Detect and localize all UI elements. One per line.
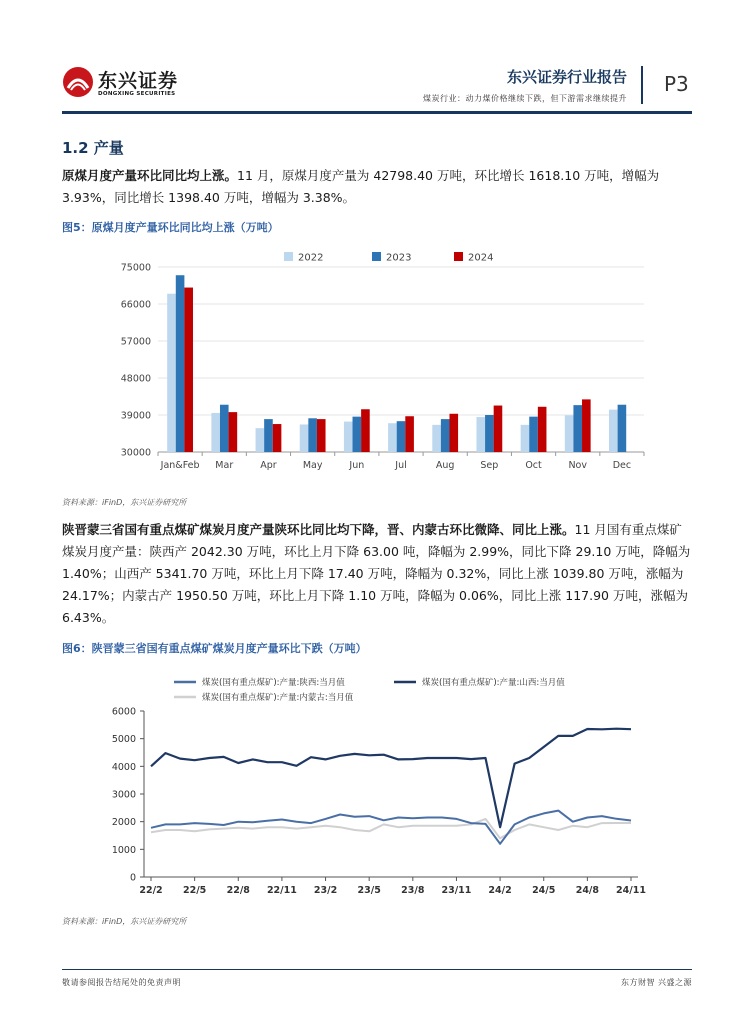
bar-2023-Mar [220,405,229,452]
legend-swatch-2023 [372,252,381,261]
legend-label-0: 煤炭(国有重点煤矿):产量:陕西:当月值 [202,678,345,688]
bar-2024-Jun [361,409,370,452]
bar-2022-Nov [565,415,574,452]
bar-2022-Mar [211,413,220,452]
x-tick-label: May [302,460,323,471]
bar-2022-Oct [521,425,530,452]
y-tick-label: 30000 [120,447,151,459]
bar-2024-May [317,419,326,452]
bar-2023-Jun [353,417,362,452]
y-tick-label: 0 [129,872,136,884]
figure6-title: 图6：陕晋蒙三省国有重点煤矿煤炭月度产量环比下跌（万吨） [62,642,367,655]
paragraph-provinces-body: 11 月国有重点煤矿煤炭月度产量：陕西产 2042.30 万吨，环比上月下降 63.00 吨，降幅为 2.99%，同比下降 29.10 万吨，降幅为 1.40%；山西产 5341.70 万吨，环比上月下降 17.40 万吨，降幅为 0.32%，同比上涨 1039.80 万吨，涨幅为 24.17%；内蒙古产 1950.50 万吨，环比上月下降 1.10 万吨，降幅为 0.06%，同比上涨 117.90 万吨，涨幅为 6.43%。 [62,522,691,625]
y-tick-label: 48000 [120,373,151,385]
bar-2023-Nov [573,405,582,452]
bar-2022-Apr [256,428,265,452]
footer-slogan: 东方财智 兴盛之源 [620,978,692,987]
x-tick-label: Mar [215,460,234,471]
section-title: 1.2 产量 [62,139,124,157]
y-tick-label: 66000 [120,299,151,311]
y-tick-label: 4000 [111,761,136,773]
bar-2023-Oct [529,417,538,452]
report-title: 东兴证券行业报告 [506,68,627,86]
x-tick-label: 24/2 [488,885,512,896]
bar-2022-Dec [609,410,618,452]
y-tick-label: 2000 [111,817,136,829]
y-tick-label: 5000 [111,734,136,746]
legend-swatch-2024 [454,252,463,261]
line-series-0 [151,811,631,844]
figure5-source: 资料来源：iFinD，东兴证券研究所 [62,498,187,507]
y-tick-label: 1000 [111,844,136,856]
paragraph-provinces [62,519,694,629]
logo-text-cn: 东兴证券 [98,70,179,92]
y-tick-label: 75000 [120,262,151,274]
legend-label-2022: 2022 [298,252,324,264]
x-tick-label: Nov [568,460,588,471]
legend-label-1: 煤炭(国有重点煤矿):产量:山西:当月值 [422,678,565,688]
x-tick-label: 23/2 [313,885,338,896]
x-tick-label: 22/8 [226,885,250,896]
x-tick-label: 24/5 [532,885,556,896]
x-tick-label: Sep [480,460,499,471]
bar-2024-Apr [273,424,282,452]
bar-2023-Jul [397,421,406,452]
bar-2024-Sep [494,406,503,452]
figure6-line-chart [62,660,694,900]
bar-2022-Jul [388,423,397,452]
x-tick-label: Jul [395,460,407,471]
x-tick-label: Jan&Feb [160,460,200,471]
bar-2024-Nov [582,399,591,452]
page-number: P3 [664,72,689,96]
bar-2024-Aug [449,414,458,452]
legend-label-2024: 2024 [468,252,494,264]
bar-2023-May [308,418,317,452]
paragraph-provinces-lead: 陕晋蒙三省国有重点煤矿煤炭月度产量陕环比同比均下降，晋、内蒙古环比微降、同比上涨。 [62,522,575,537]
paragraph-raw-coal-body: 11 月，原煤月度产量为 42798.40 万吨，环比增长 1618.10 万吨，增幅为 3.93%，同比增长 1398.40 万吨，增幅为 3.38%。 [62,168,660,205]
legend-label-2: 煤炭(国有重点煤矿):产量:内蒙古:当月值 [202,693,354,703]
bar-2023-Apr [264,419,273,452]
header-divider [641,66,643,104]
x-tick-label: 24/8 [575,885,600,896]
x-tick-label: 23/8 [401,885,425,896]
x-tick-label: Jun [349,460,365,471]
x-tick-label: 23/11 [441,885,472,896]
bar-2022-Jun [344,422,353,452]
bar-2024-Mar [229,412,238,452]
logo-mark-icon [62,66,94,98]
bar-2022-Aug [432,425,441,452]
paragraph-raw-coal [62,165,694,209]
y-tick-label: 39000 [120,410,151,422]
footer-disclaimer: 敬请参阅报告结尾处的免责声明 [62,978,181,987]
header-rule [62,111,692,114]
paragraph-raw-coal-lead: 原煤月度产量环比同比均上涨。 [62,168,238,183]
figure5-title: 图5：原煤月度产量环比同比均上涨（万吨） [62,221,279,234]
logo-text-en: DONGXING SECURITIES [98,91,176,97]
line-series-2 [151,819,631,838]
x-tick-label: 23/5 [357,885,381,896]
x-tick-label: Oct [525,460,542,471]
bar-2022-May [300,424,309,452]
company-logo [62,64,192,108]
x-tick-label: Aug [435,460,455,471]
figure5-bar-chart [62,238,694,480]
x-tick-label: Apr [260,460,277,471]
y-tick-label: 3000 [111,789,136,801]
x-tick-label: 22/2 [139,885,163,896]
line-series-1 [151,729,631,828]
x-tick-label: 22/5 [182,885,207,896]
bar-2023-Dec [618,405,627,452]
bar-2023-Jan&Feb [176,275,185,452]
bar-2024-Jul [405,416,414,452]
bar-2022-Sep [476,417,485,452]
report-subtitle: 煤炭行业：动力煤价格继续下跌，但下游需求继续提升 [423,94,627,103]
y-tick-label: 57000 [120,336,151,348]
footer-rule [62,969,692,970]
x-tick-label: 24/11 [616,885,646,896]
y-tick-label: 6000 [111,706,136,718]
bar-2023-Aug [441,419,450,452]
bar-2023-Sep [485,415,494,452]
figure6-source: 资料来源：iFinD，东兴证券研究所 [62,917,187,926]
x-tick-label: Dec [612,460,632,471]
legend-label-2023: 2023 [386,252,412,264]
x-tick-label: 22/11 [266,885,297,896]
bar-2022-Jan&Feb [167,294,176,452]
bar-2024-Oct [538,407,547,452]
legend-swatch-2022 [284,252,293,261]
bar-2024-Jan&Feb [184,288,193,452]
